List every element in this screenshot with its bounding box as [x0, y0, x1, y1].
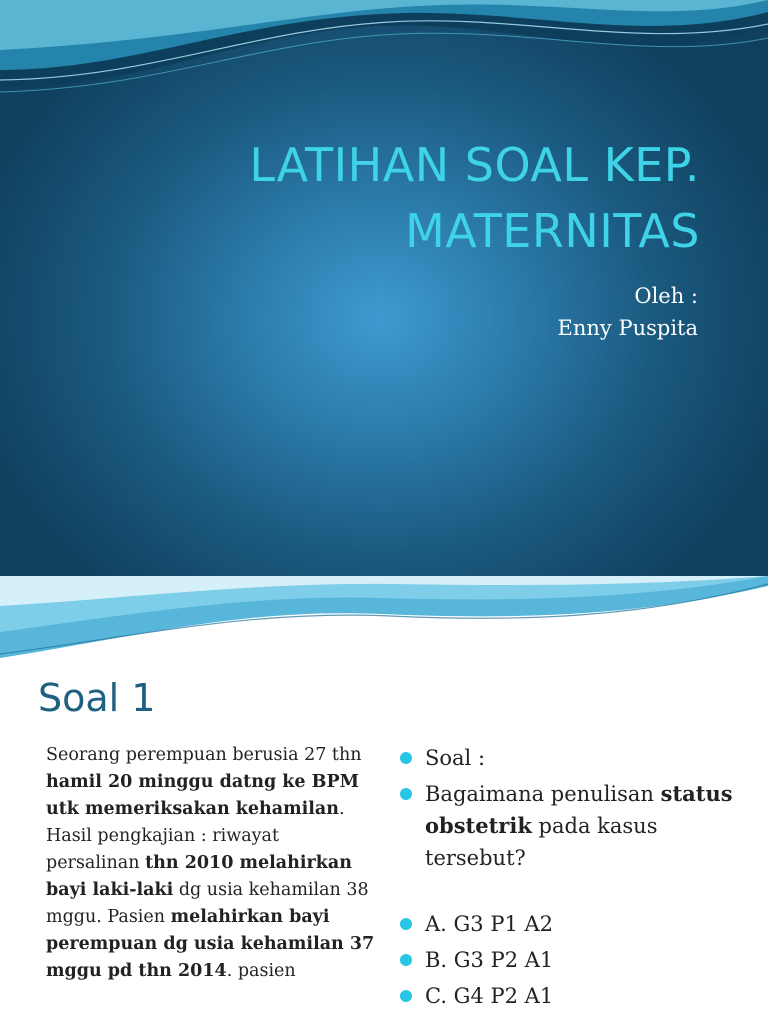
question-text-item: [400, 778, 740, 874]
bullet-dot-icon: [400, 954, 412, 966]
question-text-bold: status obstetrik: [425, 781, 733, 838]
question-label: Soal :: [425, 746, 486, 770]
answer-option-label: A. G3 P1 A2: [425, 912, 554, 936]
answer-option-label: B. G3 P2 A1: [425, 948, 554, 972]
case-text: Seorang perempuan berusia 27 thn: [46, 745, 362, 765]
question-text-post: pada kasus tersebut?: [425, 814, 658, 870]
case-text: dg usia kehamilan 38 mggu. Pasien: [46, 880, 369, 927]
slide-subtitle: [298, 280, 698, 344]
slide-heading: Soal 1: [38, 676, 156, 720]
answer-option: [400, 944, 740, 976]
case-text-bold: melahirkan bayi perempuan dg usia kehamilan 37 mggu pd thn 2014: [46, 907, 375, 981]
case-text: . pasien: [226, 961, 296, 981]
bullet-dot-icon: [400, 990, 412, 1002]
answer-option: [400, 908, 740, 940]
case-text: . Hasil pengkajian : riwayat persalinan: [46, 799, 345, 873]
subtitle-line-2: Enny Puspita: [557, 316, 698, 340]
title-line-2: MATERNITAS: [405, 204, 700, 258]
question-slide: [0, 576, 768, 1024]
bullet-dot-icon: [400, 788, 412, 800]
slide-title: [60, 132, 700, 264]
subtitle-line-1: Oleh :: [634, 284, 698, 308]
question-text-pre: Bagaimana penulisan: [425, 782, 661, 806]
wave-decoration-top: [0, 0, 768, 130]
question-list: [400, 742, 740, 1016]
case-text-bold: thn 2010 melahirkan bayi laki-laki: [46, 853, 352, 900]
bullet-dot-icon: [400, 918, 412, 930]
case-text-bold: hamil 20 minggu datng ke BPM utk memeriksakan kehamilan: [46, 772, 359, 819]
answer-option-label: C. G4 P2 A1: [425, 984, 554, 1008]
case-description: [46, 742, 376, 985]
answer-option: [400, 980, 740, 1012]
question-label-item: [400, 742, 740, 774]
bullet-dot-icon: [400, 752, 412, 764]
wave-decoration-second: [0, 576, 768, 666]
title-line-1: LATIHAN SOAL KEP.: [249, 138, 700, 192]
